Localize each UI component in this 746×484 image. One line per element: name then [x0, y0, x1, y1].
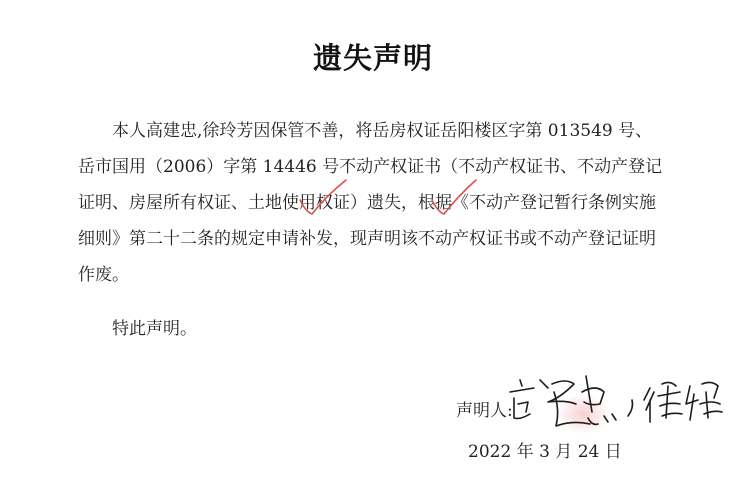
signature-xu-lingfang	[644, 382, 722, 422]
document-date: 2022 年 3 月 24 日	[468, 442, 622, 462]
red-seal-mark	[556, 394, 610, 434]
closing-line: 特此声明。	[112, 319, 197, 339]
document-title: 遗失声明	[312, 41, 433, 75]
statement-paragraph: 本人高建忠,徐玲芳因保管不善，将岳房权证岳阳楼区字第 013549 号、岳市国用（2006）字第 14446 号不动产权证书（不动产权证书、不动产登记证明、房屋所有权证、土地使用权证）遗失，根据《不动产登记暂行条例实施细则》第二十二条的规定申请补发，现声明该不动产权证书或不动产登记证明作废。	[78, 121, 663, 285]
statement-body	[78, 113, 668, 293]
declarant-label: 声明人:	[456, 401, 513, 421]
signature-comma	[628, 400, 633, 416]
